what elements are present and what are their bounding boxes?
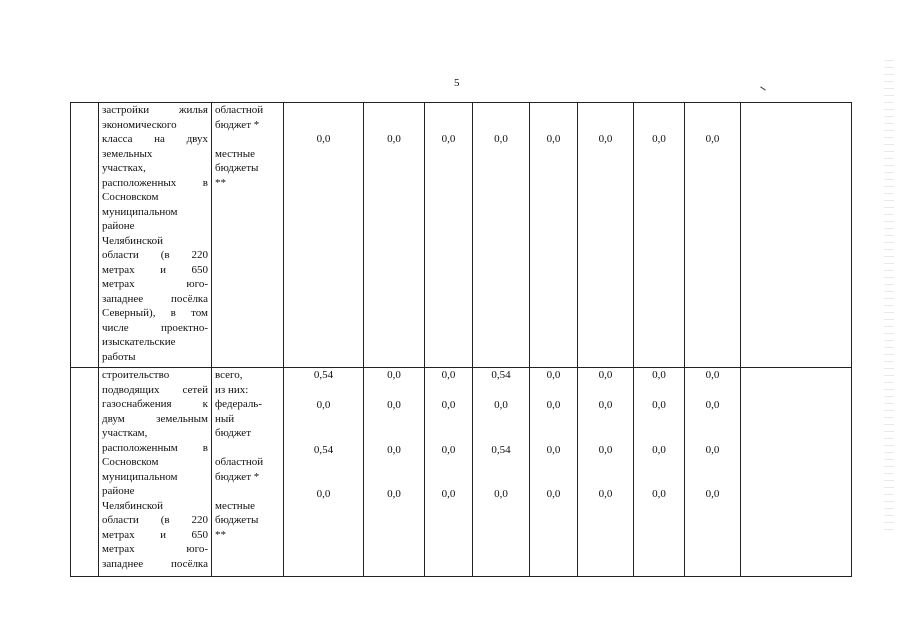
value: 0,0 xyxy=(652,369,666,381)
page-number: 5 xyxy=(454,77,460,89)
value-cell xyxy=(634,368,685,577)
value: 0,0 xyxy=(387,398,401,411)
table-row xyxy=(71,103,852,368)
description-line: застройки жилья xyxy=(102,104,208,116)
funding-source-label: областной xyxy=(215,104,264,116)
value: 0,0 xyxy=(546,398,561,411)
funding-source-label: ** xyxy=(215,528,226,541)
value: 0,0 xyxy=(652,133,666,145)
scan-edge-noise xyxy=(884,60,894,530)
value: 0,0 xyxy=(705,369,720,381)
value: 0,0 xyxy=(546,369,561,381)
value-cell xyxy=(530,103,578,368)
funding-source-label: из них: xyxy=(215,383,249,396)
value: 0,0 xyxy=(316,487,331,500)
description-line: строительство xyxy=(102,369,170,381)
value-cell xyxy=(578,103,634,368)
funding-source-cell xyxy=(212,368,284,577)
description-line: области (в 220 xyxy=(102,249,208,261)
description-line: Северный), в том xyxy=(102,307,208,319)
value: 0,0 xyxy=(598,398,613,411)
value: 0,0 xyxy=(705,444,720,456)
description-line: экономического xyxy=(102,118,177,131)
description-line: подводящих сетей xyxy=(102,383,208,396)
value: 0,0 xyxy=(652,444,666,456)
value-cell xyxy=(530,368,578,577)
funding-source-label: областной xyxy=(215,456,264,468)
value: 0,54 xyxy=(313,444,334,456)
description-line: изыскательские xyxy=(102,336,176,348)
value: 0,0 xyxy=(441,133,456,145)
value: 0,0 xyxy=(387,133,401,145)
description-line: расположенных в xyxy=(102,176,208,189)
value-cell xyxy=(473,103,530,368)
funding-source-label: бюджет * xyxy=(215,470,260,483)
funding-source-label: федераль- xyxy=(215,398,262,410)
description-line: метрах и 650 xyxy=(102,528,208,541)
value: 0,0 xyxy=(316,398,331,411)
funding-source-label: бюджет * xyxy=(215,118,260,131)
value-cell xyxy=(425,368,473,577)
value: 0,0 xyxy=(387,487,401,500)
funding-source-cell xyxy=(212,103,284,368)
value-cell xyxy=(284,368,364,577)
table-row xyxy=(71,368,852,577)
value: 0,0 xyxy=(705,133,720,145)
description-line: Челябинской xyxy=(102,234,164,247)
value: 0,54 xyxy=(313,369,334,381)
description-line: Сосновском xyxy=(102,456,159,468)
description-line: Сосновском xyxy=(102,191,159,203)
value: 0,0 xyxy=(705,398,720,411)
value: 0,0 xyxy=(705,487,720,500)
value: 0,0 xyxy=(387,444,401,456)
value: 0,0 xyxy=(546,133,561,145)
blank-cell xyxy=(71,368,99,577)
value: 0,0 xyxy=(441,444,456,456)
value: 0,0 xyxy=(598,444,613,456)
value-cell xyxy=(634,103,685,368)
description-line: области (в 220 xyxy=(102,514,208,526)
value: 0,0 xyxy=(494,398,508,411)
value: 0,0 xyxy=(387,369,401,381)
description-line: районе xyxy=(102,220,135,232)
description-line: районе xyxy=(102,485,135,497)
description-line: муниципальном xyxy=(102,205,178,218)
value-cell xyxy=(473,368,530,577)
blank-cell xyxy=(741,103,852,368)
funding-source-label: бюджеты xyxy=(215,162,259,174)
description-line: участкам, xyxy=(102,427,148,439)
value: 0,0 xyxy=(441,487,456,500)
funding-source-label: ** xyxy=(215,176,226,189)
description-line: Челябинской xyxy=(102,499,164,512)
description-line: газоснабжения к xyxy=(102,398,208,410)
description-line: западнее посёлка xyxy=(102,557,208,570)
description-cell xyxy=(99,368,212,577)
description-line: муниципальном xyxy=(102,470,178,483)
description-line: числе проектно- xyxy=(102,321,208,334)
blank-cell xyxy=(741,368,852,577)
value: 0,0 xyxy=(441,398,456,411)
value: 0,0 xyxy=(598,133,613,145)
value-cell xyxy=(685,368,741,577)
scan-mark xyxy=(760,86,765,90)
funding-source-label: ный xyxy=(215,412,235,425)
description-line: метрах и 650 xyxy=(102,263,208,276)
funding-source-label: бюджеты xyxy=(215,514,259,526)
description-cell xyxy=(99,103,212,368)
funding-source-label: местные xyxy=(215,499,255,512)
description-line: земельных xyxy=(102,147,153,160)
value: 0,0 xyxy=(494,487,508,500)
description-line: метрах юго- xyxy=(102,543,208,555)
description-line: западнее посёлка xyxy=(102,292,208,305)
value-cell xyxy=(284,103,364,368)
value-cell xyxy=(364,103,425,368)
value-cell xyxy=(425,103,473,368)
description-line: расположенным в xyxy=(102,441,208,454)
value: 0,0 xyxy=(652,487,666,500)
funding-source-label: бюджет xyxy=(215,427,251,439)
value: 0,54 xyxy=(491,444,511,456)
funding-source-label: всего, xyxy=(215,369,243,381)
description-line: класса на двух xyxy=(102,133,208,145)
budget-table xyxy=(70,102,852,577)
description-line: метрах юго- xyxy=(102,278,208,290)
description-line: двум земельным xyxy=(102,412,208,425)
description-line: работы xyxy=(102,350,136,363)
value: 0,54 xyxy=(491,369,511,381)
value: 0,0 xyxy=(598,369,613,381)
blank-cell xyxy=(71,103,99,368)
value-cell xyxy=(364,368,425,577)
value-cell xyxy=(685,103,741,368)
value: 0,0 xyxy=(494,133,508,145)
description-line: участках, xyxy=(102,162,146,174)
value: 0,0 xyxy=(546,487,561,500)
value: 0,0 xyxy=(441,369,456,381)
value: 0,0 xyxy=(598,487,613,500)
value: 0,0 xyxy=(316,133,331,145)
value-cell xyxy=(578,368,634,577)
value: 0,0 xyxy=(546,444,561,456)
value: 0,0 xyxy=(652,398,666,411)
funding-source-label: местные xyxy=(215,147,255,160)
